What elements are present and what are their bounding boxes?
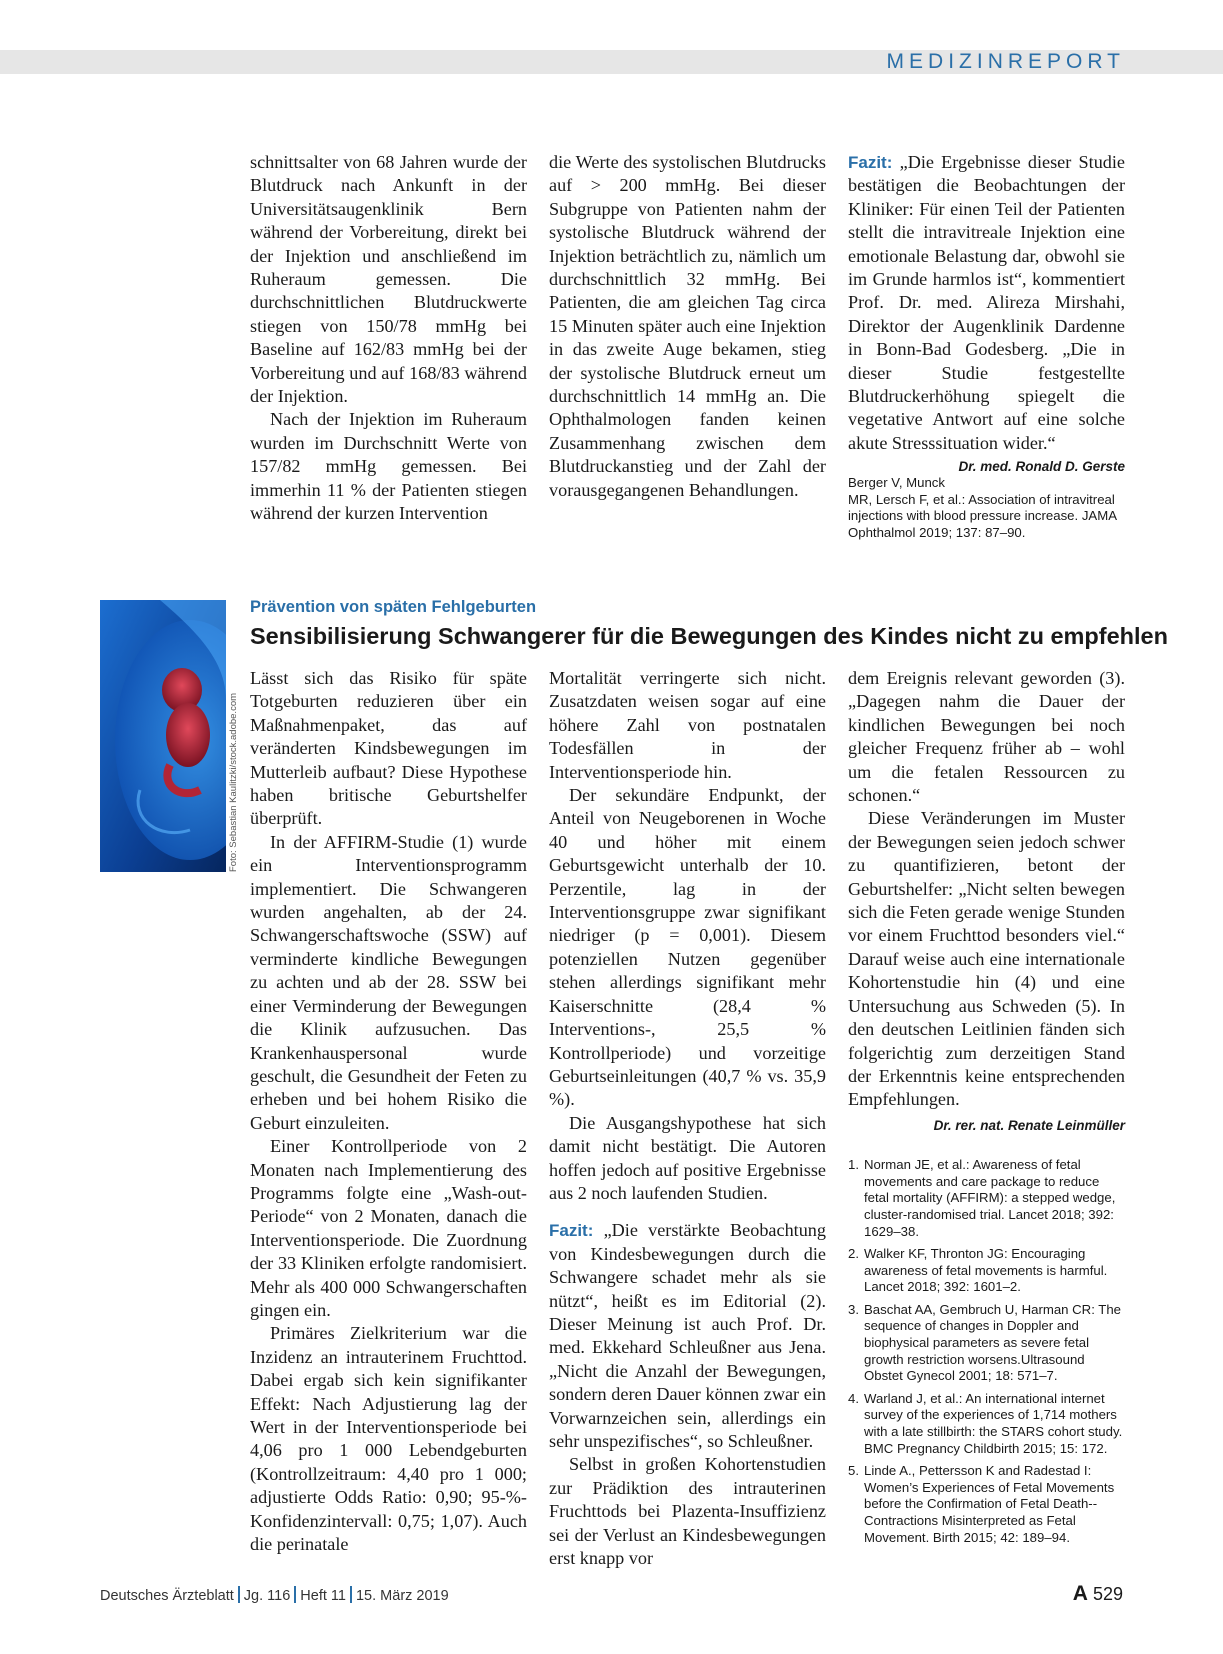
- separator: [350, 1586, 352, 1603]
- reference-item: 1. Norman JE, et al.: Awareness of fetal movements and care package to reduce fetal mortality (AFFIRM): a stepped wedge, cluster-randomised trial. Lancet 2018; 392: 1629–38.: [848, 1157, 1116, 1239]
- paragraph: schnittsalter von 68 Jahren wurde der Blutdruck nach Ankunft in der Universitätsaugenklinik Bern während der Vorbereitung, direkt bei der Injektion und anschließend im Ruheraum gemessen. Die durchschnittlichen Blutdruckwerte stiegen von 150/78 mmHg bei Baseline auf 162/83 mmHg bei der Vorbereitung und auf 168/83 während der Injektion.: [250, 152, 527, 407]
- journal-name: Deutsches Ärzteblatt: [100, 1588, 234, 1604]
- volume: Jg. 116: [243, 1588, 291, 1604]
- paragraph: die Werte des systolischen Blutdrucks auf > 200 mmHg. Bei dieser Subgruppe von Patienten nahm der systolische Blutdruck während der Injektion beträchtlich zu, nämlich um durchschnittlich 32 mmHg. Bei Patienten, die am gleichen Tag circa 15 Minuten später auch eine Injektion in das zweite Auge bekamen, stieg der systolische Blutdruck erneut um durchschnittlich 14 mmHg an. Die Ophthalmologen fanden keinen Zusammenhang zwischen dem Blutdruckanstieg und der Zahl der vorausgegangenen Behandlungen.: [549, 152, 826, 500]
- photo-credit: Foto: Sebastian Kaulitzki/stock.adobe.com: [228, 692, 239, 872]
- separator: [294, 1586, 296, 1603]
- paragraph: Lässt sich das Risiko für späte Totgeburten reduzieren über ein Maßnahmenpaket, das auf veränderten Kindsbewegungen im Mutterleib aufbaut? Diese Hypothese haben britische Geburtshelfer überprüft.: [250, 668, 527, 829]
- fazit-paragraph: [848, 151, 1126, 475]
- reference-item: 5. Linde A., Pettersson K and Radestad I: Women’s Experiences of Fetal Movements before the Confirmation of Fetal Death--Contractions Misinterpreted as Fetal Movement. Birth 2015; 42: 189–94.: [848, 1463, 1115, 1545]
- issue: Heft 11: [300, 1588, 346, 1604]
- fazit-label: Fazit:: [549, 1221, 594, 1241]
- article1-column-2: [549, 151, 826, 502]
- reference-item: 4. Warland J, et al.: An international internet survey of the experiences of 1,714 mothers with a late stillbirth: the STARS cohort study. BMC Pregnancy Childbirth 2015; 15: 172.: [848, 1390, 1123, 1456]
- footer: [100, 1586, 449, 1604]
- paragraph: Selbst in großen Kohortenstudien zur Prädiktion des intrauterinen Fruchttods bei Plazenta-Insuffizienz sei der Verlust an Kindesbewegungen erst knapp vor: [549, 1454, 826, 1569]
- article1-column-3: [848, 151, 1125, 542]
- reference-list: [848, 1157, 1125, 1546]
- fetus-photo: [100, 600, 226, 872]
- fazit-text: „Die Ergebnisse dieser Studie bestätigen die Beobachtungen der Kliniker: Für einen Teil der Patienten stellt die intravitreale Injektion eine emotionale Belastung dar, obwohl sie im Grunde harmlos ist“, kommentiert Prof. Dr. med. Alireza Mirshahi, Direktor der Augenklinik Dardenne in Bonn-Bad Godesberg. „Die in dieser Studie festgestellte Blutdruckerhöhung spiegelt die vegetative Antwort auf eine solche akute Stresssituation wider.“: [848, 152, 1126, 453]
- article2-column-2: [549, 667, 826, 1570]
- separator: [238, 1586, 240, 1603]
- author-byline: Dr. med. Ronald D. Gerste: [958, 459, 1125, 475]
- paragraph: Primäres Zielkriterium war die Inzidenz an intrauterinem Fruchttod. Dabei ergab sich kein signifikanter Effekt: Nach Adjustierung lag der Wert in der Interventionsperiode bei 4,06 pro 1 000 Lebendgeburten (Kontrollzeitraum: 4,40 pro 1 000; adjustierte Odds Ratio: 0,90; 95-%-Konfidenzintervall: 0,75; 1,07). Auch die perinatale: [250, 1323, 527, 1555]
- paragraph: In der AFFIRM-Studie (1) wurde ein Interventionsprogramm implementiert. Die Schwangeren wurden angehalten, ab der 24. Schwangerschaftswoche (SSW) auf verminderte kindliche Bewegungen zu achten und ab der 28. SSW bei einer Verminderung der Bewegungen die Klinik aufzusuchen. Das Krankenhauspersonal wurde geschult, die Gesundheit der Feten zu erheben und bei hohem Risiko die Geburt einzuleiten.: [250, 831, 527, 1133]
- fazit-label: Fazit:: [848, 153, 893, 172]
- issue-date: 15. März 2019: [355, 1588, 449, 1604]
- paragraph: Nach der Injektion im Ruheraum wurden im Durchschnitt Werte von 157/82 mmHg gemessen. Bei immerhin 11 % der Patienten stiegen während der kurzen Intervention: [250, 409, 527, 524]
- fazit-paragraph: [549, 1219, 826, 1453]
- fazit-text: „Die verstärkte Beobachtung von Kindesbewegungen durch die Schwangere schadet mehr als sie nützt“, heißt es im Editorial (2). Dieser Meinung ist auch Prof. Dr. med. Ekkehard Schleußner aus Jena. „Nicht die Anzahl der Bewegungen, sondern deren Dauer können zwar ein Vorwarnzeichen sein, allerdings ein sehr unspezifisches“, so Schleußner.: [549, 1220, 826, 1451]
- paragraph: dem Ereignis relevant geworden (3). „Dagegen nahm die Dauer der kindlichen Bewegungen bei noch gleicher Frequenz früher ab – wohl um die fetalen Ressourcen zu schonen.“: [848, 668, 1125, 806]
- section-label: MEDIZINREPORT: [886, 50, 1125, 73]
- reference-item: 3. Baschat AA, Gembruch U, Harman CR: The sequence of changes in Doppler and biophysical parameters as severe fetal growth restriction worsens.Ultrasound Obstet Gynecol 2001; 18: 571–7.: [848, 1301, 1122, 1384]
- paragraph: Die Ausgangshypothese hat sich damit nicht bestätigt. Die Autoren hoffen jedoch auf positive Ergebnisse aus 2 noch laufenden Studien.: [549, 1112, 826, 1203]
- page-number-value: 529: [1092, 1584, 1123, 1604]
- article-headline: Sensibilisierung Schwangerer für die Bewegungen des Kindes nicht zu empfehlen: [250, 623, 1168, 649]
- article1-column-1: [250, 151, 527, 526]
- article2-column-1: [250, 667, 527, 1556]
- paragraph: Einer Kontrollperiode von 2 Monaten nach Implementierung des Programms folgte eine „Wash-out-Periode“ von 2 Monaten, danach die Interventionsperiode. Die Zuordnung der 33 Kliniken erfolgte randomisiert. Mehr als 400 000 Schwangerschaften gingen ein.: [250, 1136, 527, 1320]
- reference-item: 2. Walker KF, Thronton JG: Encouraging awareness of fetal movements is harmful. Lancet 2018; 392: 1601–2.: [848, 1246, 1108, 1295]
- author-byline: Dr. rer. nat. Renate Leinmüller: [933, 1117, 1125, 1133]
- paragraph: Diese Veränderungen im Muster der Bewegungen seien jedoch schwer zu quantifizieren, betont der Geburtshelfer: „Nicht selten bewegen sich die Feten gerade wenige Stunden vor einem Fruchttod besonders viel.“ Darauf weise auch eine internationale Kohortenstudie hin (4) und eine Untersuchung aus Schweden (5). In den deutschen Leitlinien fänden sich folgerichtig zum derzeitigen Stand der Erkenntnis keine entsprechenden Empfehlungen.: [848, 808, 1125, 1110]
- paragraph: Der sekundäre Endpunkt, der Anteil von Neugeborenen in Woche 40 und höher mit einem Geburtsgewicht unterhalb der 10. Perzentile, lag in der Interventionsgruppe zwar signifikant niedriger (p = 0,001). Diesem potenziellen Nutzen gegenüber stehen allerdings signifikant mehr Kaiserschnitte (28,4 % Interventions-, 25,5 % Kontrollperiode) und vorzeitige Geburtseinleitungen (40,7 % vs. 35,9 %).: [549, 785, 826, 1110]
- paragraph: Mortalität verringerte sich nicht. Zusatzdaten weisen sogar auf eine höhere Zahl von postnatalen Todesfällen in der Interventionsperiode hin.: [549, 668, 826, 782]
- reference: Berger V, Munck MR, Lersch F, et al.: Association of intravitreal injections with blood pressure increase. JAMA Ophthalmol 2019; 137: 87–90.: [848, 475, 1117, 541]
- page-letter: A: [1072, 1582, 1088, 1605]
- page-number: [1073, 1582, 1123, 1606]
- article-kicker: Prävention von späten Fehlgeburten: [250, 598, 537, 616]
- article2-column-3: [848, 667, 1125, 1552]
